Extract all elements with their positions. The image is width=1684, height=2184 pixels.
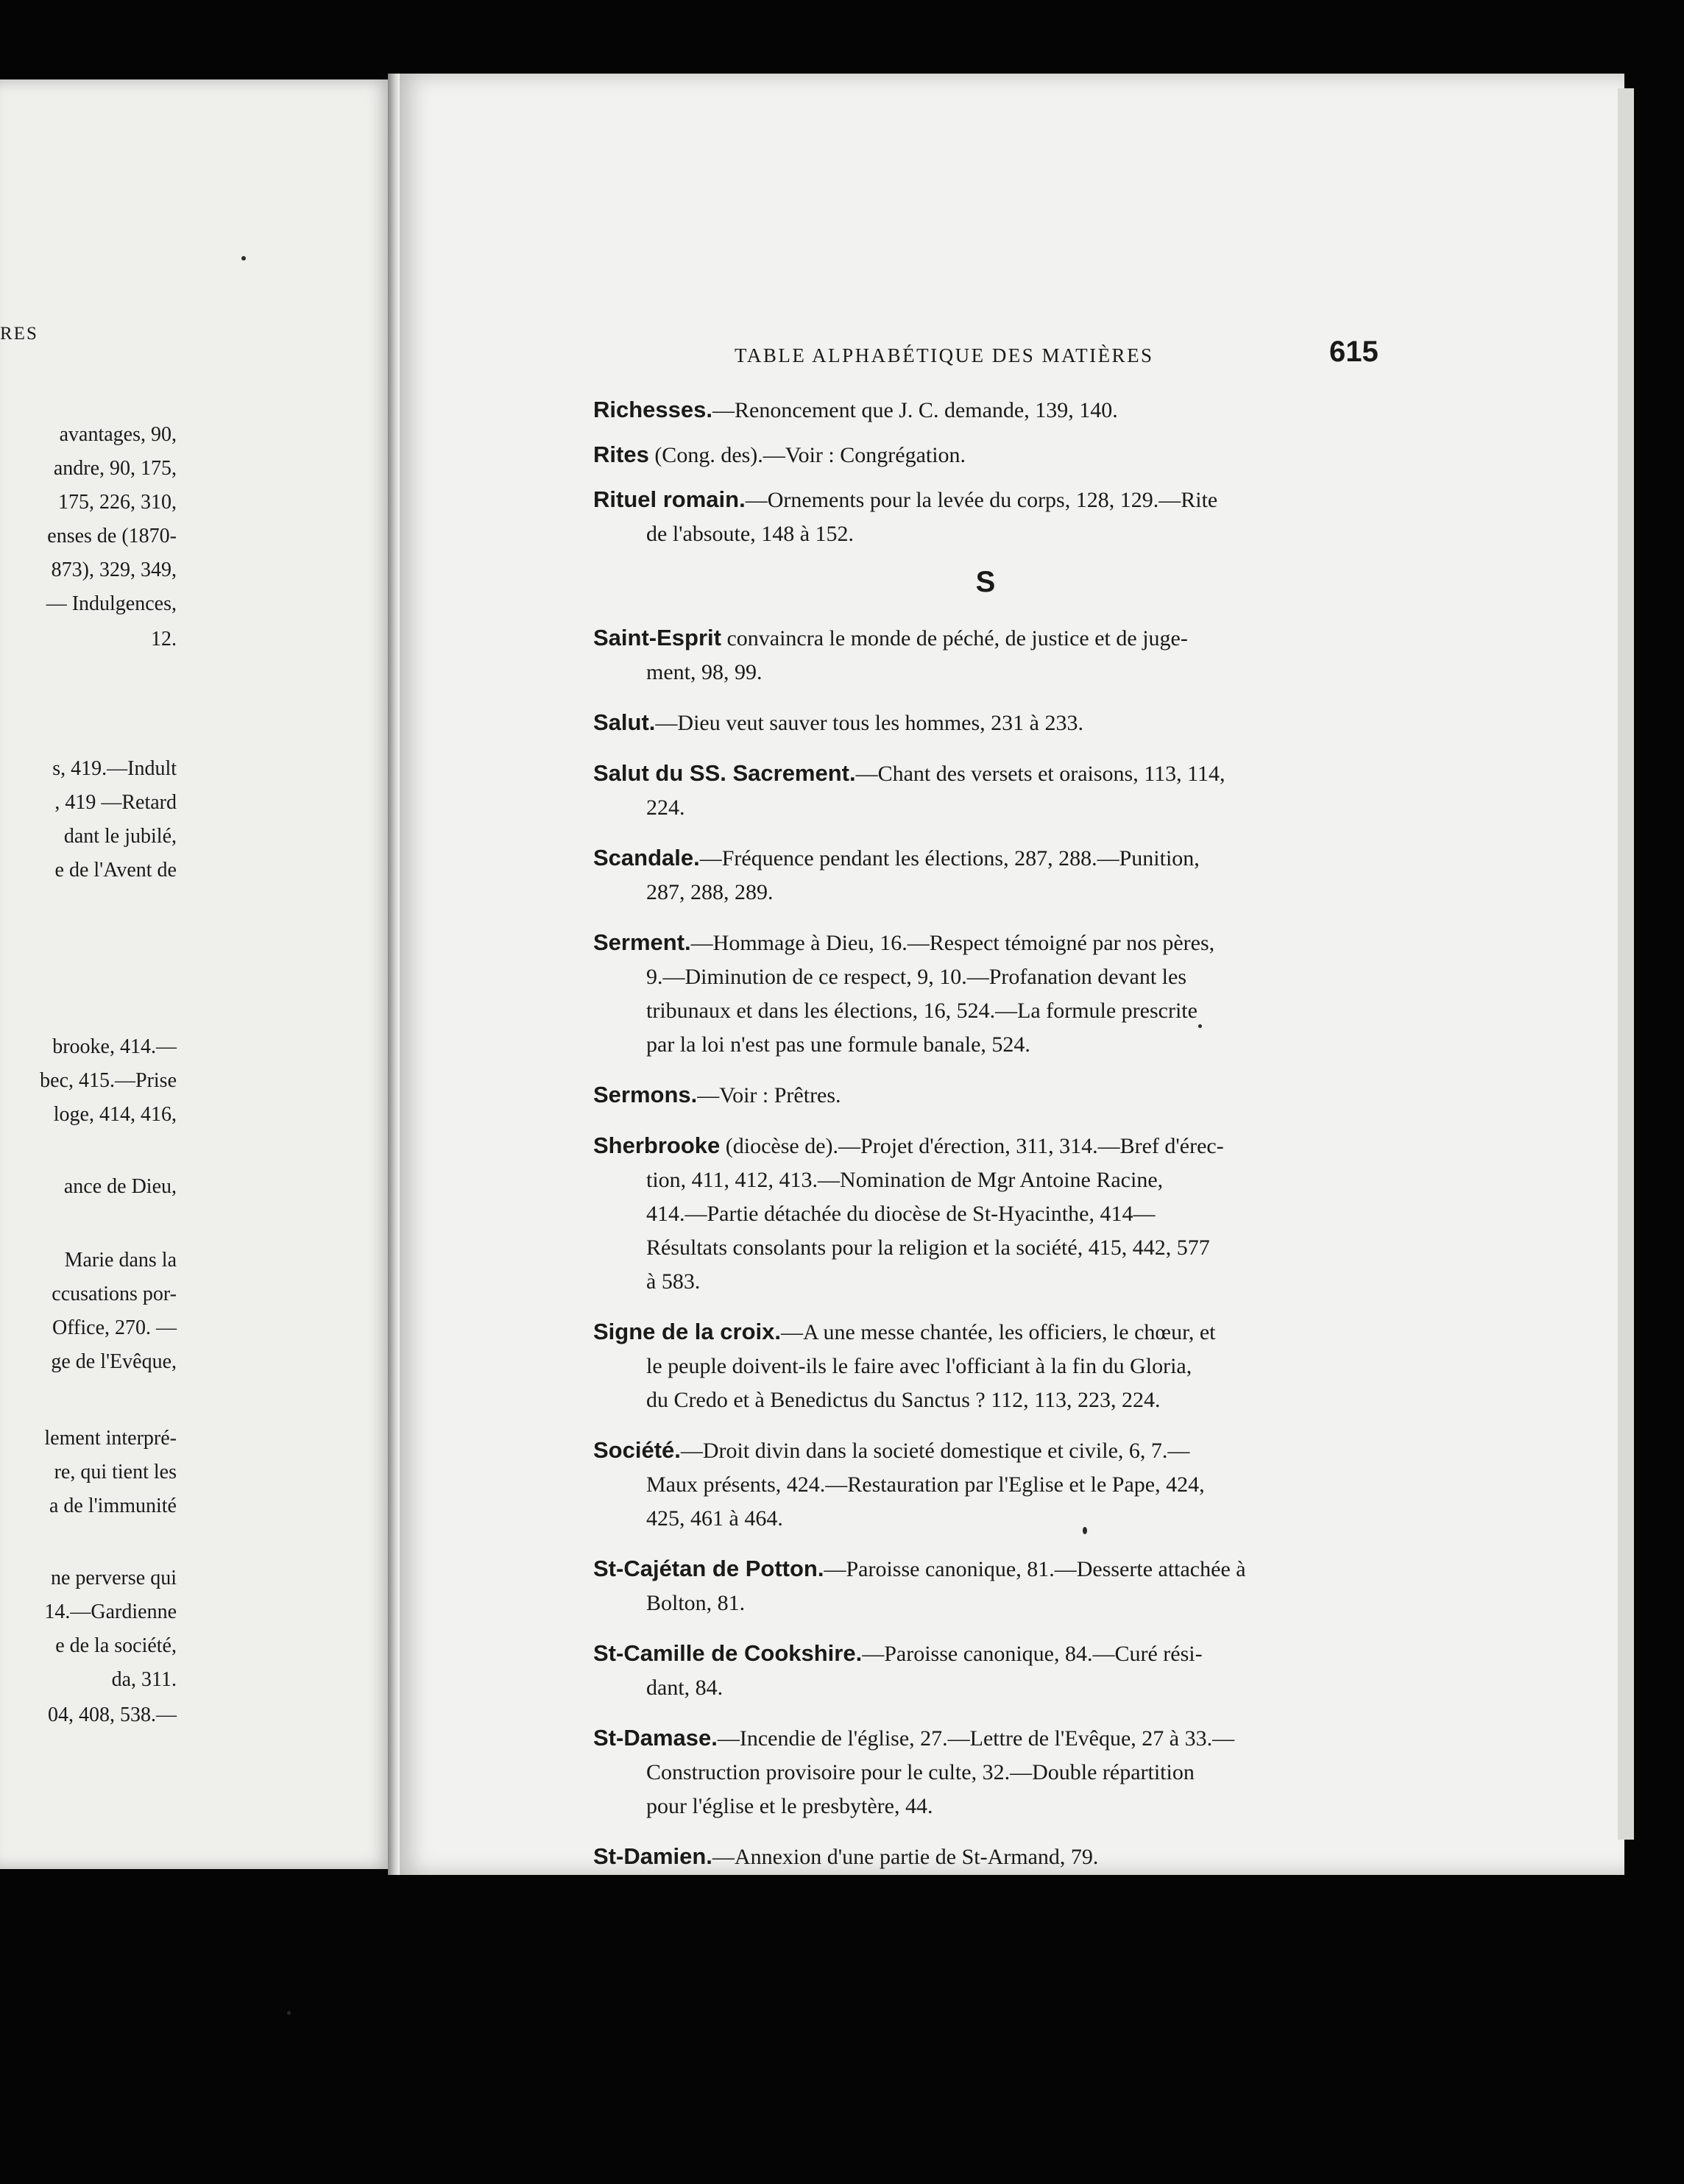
entry-continuation-line: 287, 288, 289. xyxy=(646,880,774,904)
left-page-line: — Indulgences, xyxy=(46,592,177,615)
entry-first-line xyxy=(593,1721,1378,1756)
entry-term: Serment. xyxy=(593,929,691,955)
entry-term: Rites xyxy=(593,442,649,467)
entry-continuation-line: 414.—Partie détachée du diocèse de St-Hyacinthe, 414— xyxy=(646,1202,1156,1226)
entry-text: —Renoncement que J. C. demande, 139, 140. xyxy=(712,398,1118,422)
entry-continuation-line: tribunaux et dans les élections, 16, 524.—La formule prescrite xyxy=(646,999,1197,1023)
page-number: 615 xyxy=(1329,336,1379,368)
entry-continuation-line: dant, 84. xyxy=(646,1676,724,1700)
entry-continuation-line: Construction provisoire pour le culte, 32.—Double répartition xyxy=(646,1760,1195,1784)
index-entry xyxy=(593,1433,1378,1536)
entry-text: —Voir : Prêtres. xyxy=(697,1083,841,1107)
entry-first-line xyxy=(593,1552,1378,1586)
entry-text: —Fréquence pendant les élections, 287, 288.—Punition, xyxy=(699,846,1200,871)
entry-continuation-line: 425, 461 à 464. xyxy=(646,1506,783,1531)
entry-gap xyxy=(593,1823,1378,1840)
entry-gap xyxy=(593,910,1378,926)
left-page-line: Marie dans la xyxy=(64,1249,177,1272)
left-page-line: lement interpré- xyxy=(44,1427,177,1450)
entry-text: —Paroisse canonique, 81.—Desserte attachée à xyxy=(824,1557,1246,1581)
entry-term: St-Damien. xyxy=(593,1843,712,1869)
entry-first-line xyxy=(593,393,1378,428)
entry-first-line xyxy=(593,1840,1378,1874)
entry-gap xyxy=(593,740,1378,756)
entry-term: Sermons. xyxy=(593,1082,698,1107)
index-entry xyxy=(593,1552,1378,1620)
left-page-line: ccusations por- xyxy=(52,1283,177,1305)
entry-first-line xyxy=(593,1315,1378,1350)
index-entry xyxy=(593,1078,1378,1113)
left-page-line: 175, 226, 310, xyxy=(58,491,177,514)
entry-text: convaincra le monde de péché, de justice et de juge- xyxy=(721,626,1188,650)
entry-continuation-line: à 583. xyxy=(646,1269,701,1294)
index-entry xyxy=(593,841,1378,910)
left-page-line: , 419 —Retard xyxy=(54,791,177,814)
index-entry xyxy=(593,1315,1378,1417)
index-entry xyxy=(593,756,1378,825)
entry-continuation-line: Bolton, 81. xyxy=(646,1591,746,1615)
entry-term: Salut du SS. Sacrement. xyxy=(593,760,856,786)
index-entry xyxy=(593,1637,1378,1705)
entry-term: St-Cajétan de Potton. xyxy=(593,1556,824,1581)
left-page-line: avantages, 90, xyxy=(59,423,177,446)
entry-gap xyxy=(593,825,1378,841)
index-entry xyxy=(593,438,1378,472)
entry-gap xyxy=(593,1062,1378,1078)
entry-gap xyxy=(593,689,1378,706)
entry-term: Sherbrooke xyxy=(593,1132,721,1158)
entry-first-line xyxy=(593,438,1378,472)
index-entry xyxy=(593,706,1378,740)
speck xyxy=(287,2011,291,2015)
entries-s-section xyxy=(593,621,1378,1874)
entry-first-line xyxy=(593,1129,1378,1163)
left-page-line: Office, 270. — xyxy=(52,1316,177,1339)
index-entry xyxy=(593,393,1378,428)
left-page-line: s, 419.—Indult xyxy=(52,757,177,780)
entry-gap xyxy=(593,1620,1378,1637)
entry-first-line xyxy=(593,756,1378,791)
entry-first-line xyxy=(593,841,1378,876)
left-page-line: enses de (1870- xyxy=(47,525,177,547)
left-page-line: da, 311. xyxy=(111,1668,177,1691)
left-page-line: 873), 329, 349, xyxy=(51,559,177,581)
left-page-line: 04, 408, 538.— xyxy=(48,1703,177,1726)
entry-continuation-line: Résultats consolants pour la religion et la société, 415, 442, 577 xyxy=(646,1235,1210,1260)
entry-term: St-Damase. xyxy=(593,1725,718,1751)
speck xyxy=(1198,1024,1202,1028)
index-entry xyxy=(593,926,1378,1062)
entry-continuation-line: ment, 98, 99. xyxy=(646,660,763,684)
entry-first-line xyxy=(593,706,1378,740)
left-page-line: a de l'immunité xyxy=(49,1495,177,1517)
book-gutter xyxy=(388,74,400,1875)
index-entry xyxy=(593,483,1378,551)
left-page-line: ance de Dieu, xyxy=(63,1175,177,1198)
entry-gap xyxy=(593,1705,1378,1721)
entry-first-line xyxy=(593,1433,1378,1468)
left-page-line: e de l'Avent de xyxy=(54,859,177,882)
entry-text: —Dieu veut sauver tous les hommes, 231 à 233. xyxy=(655,711,1083,735)
left-page-line: 14.—Gardienne xyxy=(44,1600,177,1623)
left-page-line: 12. xyxy=(151,628,177,650)
entry-text: —Hommage à Dieu, 16.—Respect témoigné par nos pères, xyxy=(690,931,1215,955)
entries-r-section xyxy=(593,393,1378,551)
entry-gap xyxy=(593,1536,1378,1552)
entry-text: —Incendie de l'église, 27.—Lettre de l'Evêque, 27 à 33.— xyxy=(717,1726,1235,1751)
index-entries xyxy=(593,393,1378,1874)
index-entry xyxy=(593,621,1378,689)
left-page-header: RES xyxy=(0,324,38,344)
entry-first-line xyxy=(593,483,1378,517)
entry-continuation-line: par la loi n'est pas une formule banale, 524. xyxy=(646,1032,1030,1057)
left-page-line: brooke, 414.— xyxy=(52,1035,177,1058)
entry-gap xyxy=(593,428,1378,438)
entry-term: St-Camille de Cookshire. xyxy=(593,1640,863,1666)
entry-continuation-line: du Credo et à Benedictus du Sanctus ? 112, 113, 223, 224. xyxy=(646,1388,1161,1412)
entry-gap xyxy=(593,1417,1378,1433)
entry-text: —Ornements pour la levée du corps, 128, 129.—Rite xyxy=(745,488,1218,512)
entry-continuation-line: tion, 411, 412, 413.—Nomination de Mgr Antoine Racine, xyxy=(646,1168,1164,1192)
left-page-line: loge, 414, 416, xyxy=(53,1103,177,1126)
entry-gap xyxy=(593,1113,1378,1129)
left-page-line: re, qui tient les xyxy=(54,1461,177,1483)
index-entry xyxy=(593,1129,1378,1299)
page-edge xyxy=(1618,88,1634,1840)
entry-text: (diocèse de).—Projet d'érection, 311, 314.—Bref d'érec- xyxy=(720,1134,1224,1158)
entry-first-line xyxy=(593,621,1378,656)
left-page-line: ne perverse qui xyxy=(50,1567,177,1589)
entry-continuation-line: de l'absoute, 148 à 152. xyxy=(646,522,855,546)
entry-first-line xyxy=(593,926,1378,960)
index-entry xyxy=(593,1721,1378,1823)
entry-text: —Droit divin dans la societé domestique et civile, 6, 7.— xyxy=(680,1439,1190,1463)
left-page-line: andre, 90, 175, xyxy=(53,457,177,480)
entry-continuation-line: Maux présents, 424.—Restauration par l'Eglise et le Pape, 424, xyxy=(646,1472,1205,1497)
running-header: TABLE ALPHABÉTIQUE DES MATIÈRES xyxy=(735,344,1154,366)
entry-continuation-line: le peuple doivent-ils le faire avec l'officiant à la fin du Gloria, xyxy=(646,1354,1192,1378)
speck xyxy=(241,256,246,260)
entry-term: Richesses. xyxy=(593,397,712,422)
section-letter: S xyxy=(975,566,996,598)
entry-text: —Annexion d'une partie de St-Armand, 79. xyxy=(712,1845,1099,1869)
entry-term: Salut. xyxy=(593,709,656,735)
left-page-line: dant le jubilé, xyxy=(63,825,177,848)
entry-continuation-line: 224. xyxy=(646,795,685,820)
entry-text: —Chant des versets et oraisons, 113, 114, xyxy=(855,762,1225,786)
entry-term: Saint-Esprit xyxy=(593,625,721,650)
index-entry xyxy=(593,1840,1378,1874)
entry-continuation-line: pour l'église et le presbytère, 44. xyxy=(646,1794,933,1818)
entry-gap xyxy=(593,1299,1378,1315)
entry-first-line xyxy=(593,1637,1378,1671)
left-page-line: ge de l'Evêque, xyxy=(51,1350,177,1373)
speck xyxy=(1083,1527,1087,1534)
entry-text: —Paroisse canonique, 84.—Curé rési- xyxy=(862,1642,1203,1666)
entry-text: (Cong. des).—Voir : Congrégation. xyxy=(648,443,966,467)
entry-first-line xyxy=(593,1078,1378,1113)
entry-term: Scandale. xyxy=(593,845,700,871)
entry-text: —A une messe chantée, les officiers, le chœur, et xyxy=(780,1320,1216,1344)
entry-term: Rituel romain. xyxy=(593,486,746,512)
entry-continuation-line: 9.—Diminution de ce respect, 9, 10.—Profanation devant les xyxy=(646,965,1186,989)
entry-term: Signe de la croix. xyxy=(593,1319,781,1344)
left-page-line: bec, 415.—Prise xyxy=(40,1069,177,1092)
entry-term: Société. xyxy=(593,1437,681,1463)
left-page-line: e de la société, xyxy=(55,1634,177,1657)
entry-gap xyxy=(593,472,1378,483)
